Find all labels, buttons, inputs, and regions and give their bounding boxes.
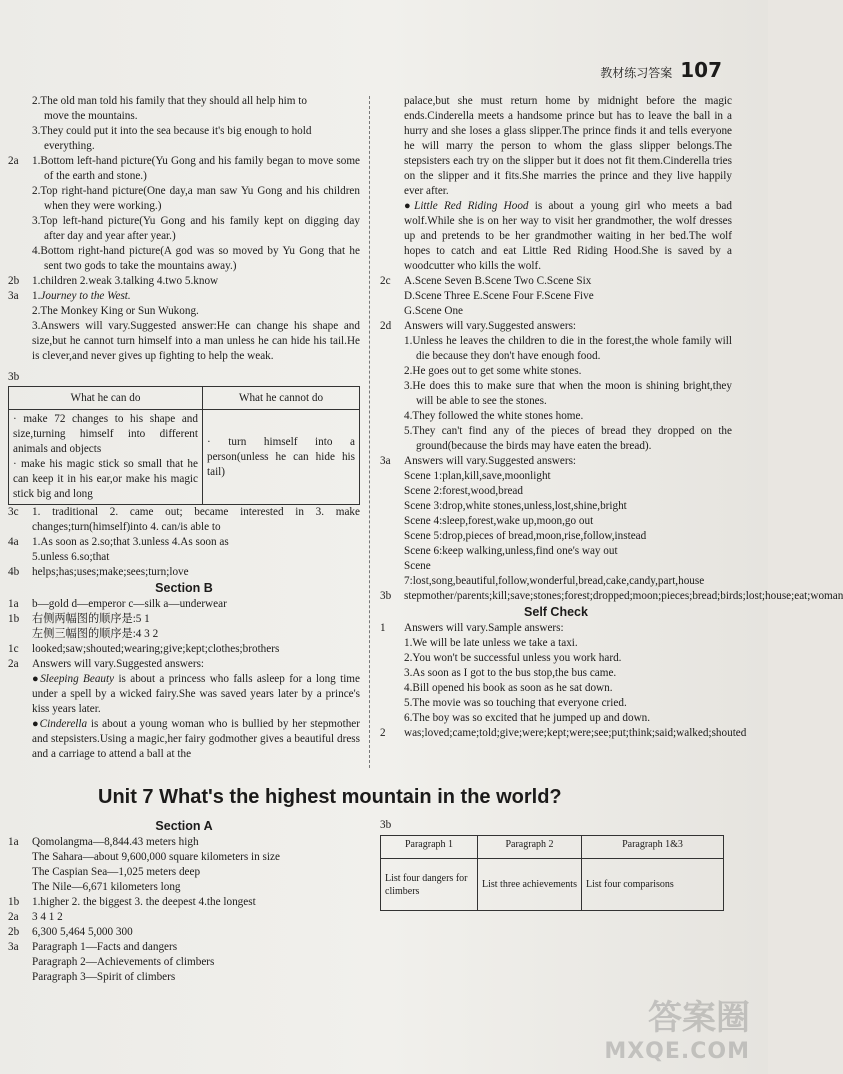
text-line: 2.The old man told his family that they should all help him to — [32, 95, 307, 107]
item-number: 1. — [32, 290, 41, 302]
story-title: Sleeping Beauty — [40, 673, 115, 685]
section-heading: Self Check — [524, 605, 588, 619]
answer-line: G.Scene One — [404, 305, 464, 317]
answer-b-2a — [8, 657, 360, 762]
scene-line: Scene 2:forest,wood,bread — [404, 485, 523, 497]
page-header — [600, 58, 722, 82]
exercise-label: 1c — [8, 643, 19, 655]
answer-line: 3 4 1 2 — [32, 911, 63, 923]
answer-3a — [8, 289, 360, 364]
answer-line: 左侧三幅图的顺序是:4 3 2 — [32, 628, 159, 640]
answer-b-1c — [8, 642, 360, 657]
section-heading: Section B — [155, 581, 213, 595]
page-number: 107 — [680, 58, 722, 82]
header-title: 教材练习答案 — [600, 66, 673, 80]
exercise-label: 2a — [8, 911, 19, 923]
unit-right-column — [380, 818, 732, 911]
answer-line: 1.Bottom left-hand picture(Yu Gong and his family began to move some of the earth and stone.) — [32, 155, 360, 182]
bullet-icon: ● — [404, 200, 415, 212]
answer-line: 3.As soon as I got to the bus stop,the bus came. — [404, 667, 617, 679]
table-cell: · turn himself into a person(unless he can hide his tail) — [203, 410, 360, 505]
answer-line: The Nile—6,671 kilometers long — [32, 881, 181, 893]
answer-line: 3.Top left-hand picture(Yu Gong and his family kept on digging day after day and year after year.) — [32, 215, 360, 242]
answer-2b — [8, 274, 360, 289]
exercise-label: 1a — [8, 598, 19, 610]
answer-line: Answers will vary.Sample answers: — [404, 622, 564, 634]
story-text: is about a young woman who is bullied by her stepmother and stepsisters.Using a magic,her fairy godmother gives a beautiful dress and a carriage to attend a ball at the — [32, 718, 360, 760]
answer-line: Answers will vary.Suggested answers: — [32, 658, 205, 670]
self-check-2 — [380, 726, 747, 741]
scene-line: Scene 7:lost,song,beautiful,follow,wonderful,bread,cake,candy,part,house — [404, 560, 705, 587]
answer-line: Answers will vary.Suggested answers: — [404, 455, 577, 467]
exercise-label: 3b — [380, 819, 392, 831]
answer-line: was;loved;came;told;give;were;kept;were;see;put;think;said;walked;shouted — [404, 727, 747, 739]
exercise-label: 1b — [8, 613, 20, 625]
table-header: What he can do — [9, 387, 203, 410]
answer-3c — [8, 505, 360, 535]
story-text: is about a young girl who meets a bad wolf.While she is on her way to visit her grandmother, the wolf dresses up and pretends to be her grandmother waiting in her bed.The wolf hopes to catch and eat Little Red Riding Hood.She is saved by a woodcutter who kills the wolf. — [404, 200, 732, 272]
table-header: Paragraph 1&3 — [582, 836, 724, 859]
answer-2a — [8, 154, 360, 274]
exercise-label: 2b — [8, 275, 20, 287]
unit-answer-3a — [8, 940, 360, 985]
answer-line: 1.children 2.weak 3.talking 4.two 5.know — [32, 275, 219, 287]
answer-line: Paragraph 3—Spirit of climbers — [32, 971, 176, 983]
answer-line: 2.You won't be successful unless you work hard. — [404, 652, 622, 664]
exercise-label: 3b — [380, 590, 392, 602]
table-cell: List three achievements — [478, 859, 582, 911]
answer-line: stepmother/parents;kill;save;stones;forest;dropped;moon;pieces;bread;birds;lost;house;eat;woman — [404, 590, 843, 602]
exercise-label: 1b — [8, 896, 20, 908]
exercise-label: 1 — [380, 622, 386, 634]
exercise-label: 2b — [8, 926, 20, 938]
answer-line: 5.unless 6.so;that — [32, 551, 110, 563]
unit-answer-2b — [8, 925, 360, 940]
answer-line: 1.As soon as 2.so;that 3.unless 4.As soon as — [32, 536, 229, 548]
scene-line: Scene 6:keep walking,unless,find one's way out — [404, 545, 618, 557]
answer-line: 6.The boy was so excited that he jumped up and down. — [404, 712, 651, 724]
answer-line: 4.Bottom right-hand picture(A god was so moved by Yu Gong that he sent two gods to take the mountains away.) — [32, 245, 360, 272]
story-summary — [32, 672, 360, 717]
answer-2d — [380, 319, 732, 454]
bullet-icon: ● — [32, 718, 40, 730]
watermark-url: MXQE.COM — [604, 1039, 750, 1064]
answer-line: looked;saw;shouted;wearing;give;kept;clothes;brothers — [32, 643, 280, 655]
watermark-logo: 答案圈 — [648, 998, 750, 1038]
answer-2c — [380, 274, 732, 319]
bullet-icon: ● — [32, 673, 41, 685]
answer-line: A.Scene Seven B.Scene Two C.Scene Six — [404, 275, 592, 287]
answer-line: 1.We will be late unless we take a taxi. — [404, 637, 578, 649]
answer-b-1b — [8, 612, 360, 642]
answer-line: 2.The Monkey King or Sun Wukong. — [32, 305, 199, 317]
exercise-label: 3a — [8, 290, 19, 302]
self-check-1 — [380, 621, 732, 726]
answer-line: 1.Unless he leaves the children to die in the forest,the whole family will die because they don't have enough food. — [404, 335, 732, 362]
scene-line: Scene 5:drop,pieces of bread,moon,rise,follow,instead — [404, 530, 647, 542]
story-title: Cinderella — [39, 718, 88, 730]
scene-line: Scene 3:drop,white stones,unless,lost,shine,bright — [404, 500, 627, 512]
answer-line: 3.He does this to make sure that when the moon is shining bright,they will be able to see the stones. — [404, 380, 732, 407]
table-header: What he cannot do — [203, 387, 360, 410]
exercise-label: 2a — [8, 155, 19, 167]
table-header: Paragraph 1 — [381, 836, 478, 859]
answer-line: Qomolangma—8,844.43 meters high — [32, 836, 199, 848]
answer-4b — [8, 565, 360, 580]
table-cell: · make 72 changes to his shape and size,turning himself into different animals and objects · make his magic stick so small that he can keep it in his ear,or make his magic stick big and long — [9, 410, 203, 505]
answer-line: 4.They followed the white stones home. — [404, 410, 584, 422]
answer-line: 5.The movie was so touching that everyone cried. — [404, 697, 627, 709]
exercise-label: 3a — [380, 455, 391, 467]
abilities-table — [8, 386, 360, 505]
exercise-label: 3c — [8, 506, 19, 518]
answer-line — [32, 289, 360, 304]
scene-line: Scene 4:sleep,forest,wake up,moon,go out — [404, 515, 594, 527]
answer-line: 6,300 5,464 5,000 300 — [32, 926, 133, 938]
story-summary — [380, 199, 732, 274]
column-divider — [369, 96, 370, 768]
watermark — [604, 990, 750, 1064]
book-title: Journey to the West. — [40, 290, 131, 302]
exercise-label: 2d — [380, 320, 392, 332]
story-summary — [32, 717, 360, 762]
unit-title: Unit 7 What's the highest mountain in the world? — [98, 786, 562, 808]
story-text: palace,but she must return home by midnight before the magic ends.Cinderella meets a handsome prince but has to leave the ball in a hurry and she loses a glass slipper.The prince finds it and tells everyone he will marry the person to whom the glass slipper belongs.The stepsisters each try on the slipper but it does not fit them.Cinderella tries on the slipper and it fits.She marries the prince and they live happily ever after. — [404, 95, 732, 197]
exercise-label: 2 — [380, 727, 386, 739]
answer-line: Paragraph 1—Facts and dangers — [32, 941, 178, 953]
unit-answer-1b — [8, 895, 360, 910]
answer-line: b—gold d—emperor c—silk a—underwear — [32, 598, 227, 610]
section-heading: Section A — [155, 819, 213, 833]
left-column — [8, 94, 360, 762]
table-cell: List four comparisons — [582, 859, 724, 911]
table-header: Paragraph 2 — [478, 836, 582, 859]
answer-line: Answers will vary.Suggested answers: — [404, 320, 577, 332]
exercise-label: 2c — [380, 275, 391, 287]
answer-line: 5.They can't find any of the pieces of bread they dropped on the ground(because the birds may have eaten the bread). — [404, 425, 732, 452]
unit-left-column — [8, 818, 360, 985]
paragraph-table — [380, 835, 724, 911]
unit-answer-1a — [8, 835, 360, 895]
scene-line: Scene 1:plan,kill,save,moonlight — [404, 470, 551, 482]
exercise-label: 1a — [8, 836, 19, 848]
exercise-label: 2a — [8, 658, 19, 670]
answer-line: The Sahara—about 9,600,000 square kilometers in size — [32, 851, 280, 863]
answer-line: helps;has;uses;make;sees;turn;love — [32, 566, 189, 578]
story-text: is about a princess who falls asleep for a long time under a spell by a wicked fairy.She was saved years later by a prince's kiss years later. — [32, 673, 360, 715]
answer-3b — [380, 589, 843, 604]
answer-line: The Caspian Sea—1,025 meters deep — [32, 866, 201, 878]
answer-line: 1. traditional 2. came out; became interested in 3. make changes;turn(himself)into 4. can/is able to — [32, 506, 360, 533]
story-title: Little Red Riding Hood — [414, 200, 529, 212]
exercise-label: 3b — [8, 371, 20, 383]
answer-line: Paragraph 2—Achievements of climbers — [32, 956, 215, 968]
exercise-label: 3a — [8, 941, 19, 953]
answer-line: 1.higher 2. the biggest 3. the deepest 4.the longest — [32, 896, 256, 908]
answer-line: 2.He goes out to get some white stones. — [404, 365, 582, 377]
table-cell: List four dangers for climbers — [381, 859, 478, 911]
answer-b-1a — [8, 597, 360, 612]
answer-line: 4.Bill opened his book as soon as he sat down. — [404, 682, 613, 694]
exercise-label: 4b — [8, 566, 20, 578]
answer-line: D.Scene Three E.Scene Four F.Scene Five — [404, 290, 594, 302]
text-line: 3.They could put it into the sea because it's big enough to hold — [32, 125, 312, 137]
exercise-label: 4a — [8, 536, 19, 548]
answer-3a — [380, 454, 732, 589]
right-column — [380, 94, 843, 741]
answer-4a — [8, 535, 360, 565]
text-line: everything. — [44, 140, 95, 152]
answer-line: 2.Top right-hand picture(One day,a man saw Yu Gong and his children when they were working.) — [32, 185, 360, 212]
unit-answer-2a — [8, 910, 360, 925]
answer-line: 3.Answers will vary.Suggested answer:He can change his shape and size,but he cannot turn himself into a man unless he can hide his tail.He is clever,and never gives up fighting to help the weak. — [32, 320, 360, 362]
answer-line: 右侧两幅图的顺序是:5 1 — [32, 613, 150, 625]
text-line: move the mountains. — [44, 110, 138, 122]
